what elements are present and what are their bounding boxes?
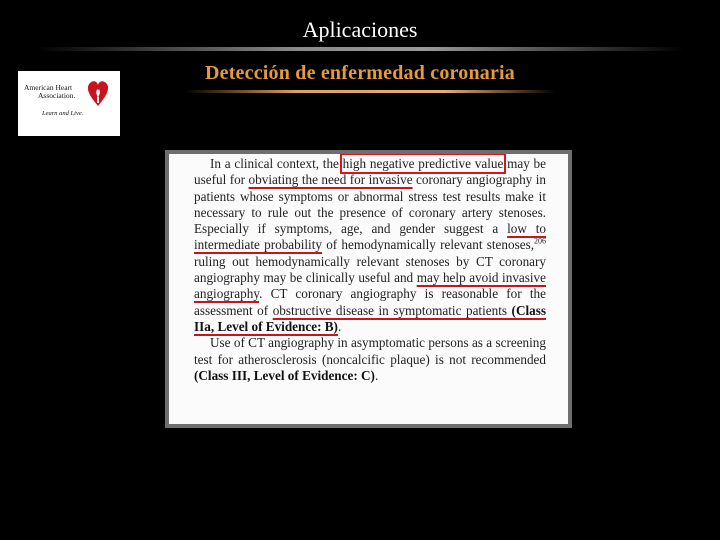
excerpt-page: [169, 154, 568, 424]
title-divider: [36, 47, 684, 51]
highlight-symptomatic-patients: obstructive disease in symptomatic patients: [272, 302, 507, 318]
slide-title: Aplicaciones: [302, 17, 418, 42]
logo-org-line2: Association.: [38, 91, 76, 100]
highlight-negative-predictive-value: high negative predictive value: [342, 156, 504, 171]
heart-torch-icon: [18, 71, 120, 136]
highlight-low-intermediate-probability: low to intermediate probability: [194, 221, 546, 253]
text-run: coronary angiography in patients whose symptoms or abnormal stress test results make it necessary to rule out the presence of coronary artery stenoses. Especially if symptoms, age, and gender suggest a: [194, 172, 546, 237]
aha-logo: [18, 71, 120, 136]
reference-number: 206: [534, 237, 546, 247]
highlight-avoid-invasive-angiography: may help avoid invasive angiography: [194, 270, 547, 302]
excerpt-paragraph-1: [194, 156, 546, 335]
text-run: Use of CT angiography in asymptomatic persons as a screening test for atherosclerosis (noncalcific plaque) is not recommended: [194, 335, 546, 367]
logo-org-line1: American Heart: [24, 83, 73, 92]
text-run: ruling out hemodynamically relevant stenoses by CT coronary angiography may be clinically useful and: [194, 253, 546, 286]
subtitle-divider: [185, 90, 555, 93]
text-run: .: [374, 367, 379, 383]
class-iia-recommendation: (Class IIa, Level of Evidence: B): [194, 302, 546, 334]
text-run: may be useful for: [194, 156, 546, 188]
slide-subtitle: Detección de enfermedad coronaria: [204, 62, 516, 84]
logo-tagline: Learn and Live.: [42, 110, 84, 117]
highlight-obviating-invasive: obviating the need for invasive: [248, 172, 413, 188]
text-run: .: [337, 318, 342, 334]
text-run: . CT coronary angiography is reasonable for the assessment of: [194, 286, 546, 318]
guideline-excerpt: [165, 150, 572, 428]
text-run: In a clinical context, the: [210, 156, 343, 171]
class-iii-recommendation: (Class III, Level of Evidence: C): [194, 367, 375, 383]
excerpt-paragraph-2: [194, 335, 546, 384]
text-run: of hemodynamically relevant stenoses,: [321, 237, 534, 253]
